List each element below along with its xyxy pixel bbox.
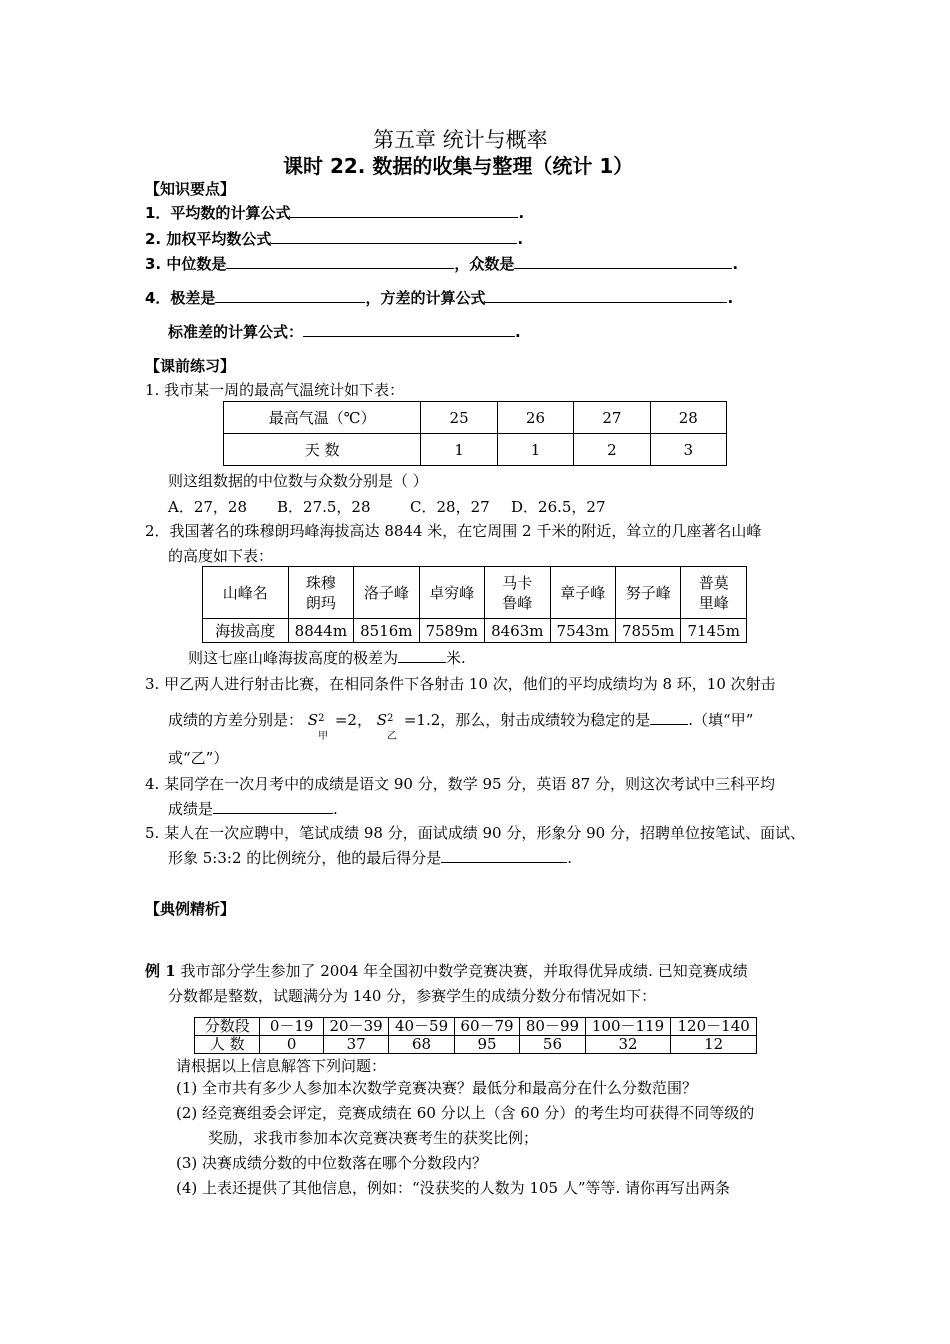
knowledge-item-4: 4．极差是 ，方差的计算公式 . bbox=[145, 289, 734, 307]
days-value: 3 bbox=[650, 434, 726, 466]
q4-line1: 4. 某同学在一次月考中的成绩是语文 90 分，数学 95 分，英语 87 分，则这次考试中三科平均 bbox=[145, 775, 775, 793]
days-value: 1 bbox=[497, 434, 573, 466]
q4-line2: 成绩是 . bbox=[168, 800, 338, 818]
mountain-name: 珠穆 朗玛 bbox=[288, 567, 353, 619]
chapter-title: 第五章 统计与概率 bbox=[373, 128, 548, 152]
knowledge-heading: 【知识要点】 bbox=[145, 180, 236, 198]
q2-answer: 则这七座山峰海拔高度的极差为 米. bbox=[188, 649, 466, 667]
q3-line3: 或“乙”） bbox=[168, 749, 229, 767]
q1-option-a: A．27，28 bbox=[168, 498, 248, 516]
mountain-height: 8844m bbox=[288, 619, 353, 643]
score-range: 40－59 bbox=[389, 1018, 454, 1036]
mountain-name: 洛子峰 bbox=[354, 567, 419, 619]
knowledge-item-1: 1．平均数的计算公式 . bbox=[145, 204, 525, 222]
ex1-question-2-cont: 奖励，求我市参加本次竞赛决赛考生的获奖比例； bbox=[208, 1129, 539, 1147]
mountain-height: 7855m bbox=[615, 619, 680, 643]
q1-question: 则这组数据的中位数与众数分别是（ ） bbox=[168, 472, 428, 490]
ex1-question-1: (1) 全市共有多少人参加本次数学竞赛决赛？最低分和最高分在什么分数范围？ bbox=[176, 1079, 698, 1097]
ex1-line1: 例 1 我市部分学生参加了 2004 年全国初中数学竞赛决赛，并取得优异成绩. 已知竞赛成绩 bbox=[145, 962, 748, 980]
score-row-label: 分数段 bbox=[195, 1018, 260, 1036]
days-value: 1 bbox=[421, 434, 497, 466]
mountain-name: 卓穷峰 bbox=[419, 567, 484, 619]
mountain-name: 努子峰 bbox=[615, 567, 680, 619]
q5-line2: 形象 5:3:2 的比例统分，他的最后得分是 . bbox=[168, 849, 573, 867]
days-value: 2 bbox=[574, 434, 650, 466]
ex1-question-2: (2) 经竞赛组委会评定，竞赛成绩在 60 分以上（含 60 分）的考生均可获得不同等级的 bbox=[176, 1104, 755, 1122]
score-range: 120－140 bbox=[671, 1018, 757, 1036]
q2-line2: 的高度如下表： bbox=[168, 547, 274, 565]
temperature-table bbox=[223, 401, 727, 466]
mountain-table bbox=[202, 566, 747, 643]
mountain-row-label: 山峰名 bbox=[203, 567, 289, 619]
mountain-height: 8463m bbox=[485, 619, 550, 643]
days-row-label: 天 数 bbox=[224, 434, 421, 466]
temp-header: 27 bbox=[574, 402, 650, 434]
ex1-line2: 分数都是整数，试题满分为 140 分，参赛学生的成绩分数分布情况如下： bbox=[168, 987, 657, 1005]
score-range: 20－39 bbox=[323, 1018, 388, 1036]
height-row-label: 海拔高度 bbox=[203, 619, 289, 643]
ex1-question-3: (3) 决赛成绩分数的中位数落在哪个分数段内？ bbox=[176, 1154, 488, 1172]
q3-line2: 成绩的方差分别是： S 2 甲 =2， S 2 乙 =1.2，那么，射击成绩较为稳定的是 .（填“甲” bbox=[168, 711, 754, 742]
knowledge-item-2: 2. 加权平均数公式 . bbox=[145, 230, 524, 248]
q1-text: 1. 我市某一周的最高气温统计如下表： bbox=[145, 381, 405, 399]
knowledge-item-5: 标准差的计算公式： . bbox=[168, 323, 521, 341]
mountain-name: 马卡 鲁峰 bbox=[485, 567, 550, 619]
q3-line1: 3. 甲乙两人进行射击比赛，在相同条件下各射击 10 次，他们的平均成绩均为 8 环，10 次射击 bbox=[145, 675, 776, 693]
score-count: 32 bbox=[585, 1036, 671, 1054]
count-row-label: 人 数 bbox=[195, 1036, 260, 1054]
score-table bbox=[194, 1017, 757, 1054]
score-range: 60－79 bbox=[454, 1018, 519, 1036]
score-count: 37 bbox=[323, 1036, 388, 1054]
lesson-title: 课时 22. 数据的收集与整理（统计 1） bbox=[283, 154, 634, 178]
temp-header: 28 bbox=[650, 402, 726, 434]
q5-line1: 5. 某人在一次应聘中，笔试成绩 98 分，面试成绩 90 分，形象分 90 分，招聘单位按笔试、面试、 bbox=[145, 824, 805, 842]
score-count: 0 bbox=[260, 1036, 323, 1054]
ex1-question-4: (4) 上表还提供了其他信息，例如：“没获奖的人数为 105 人”等等. 请你再写出两条 bbox=[176, 1179, 731, 1197]
temp-header: 26 bbox=[497, 402, 573, 434]
score-range: 0－19 bbox=[260, 1018, 323, 1036]
examples-heading: 【典例精析】 bbox=[145, 900, 236, 918]
mountain-height: 7589m bbox=[419, 619, 484, 643]
mountain-height: 7543m bbox=[550, 619, 615, 643]
score-count: 95 bbox=[454, 1036, 519, 1054]
q1-option-d: D．26.5，27 bbox=[511, 498, 606, 516]
q2-line1: 2．我国著名的珠穆朗玛峰海拔高达 8844 米，在它周围 2 千米的附近，耸立的几座著名山峰 bbox=[145, 522, 762, 540]
mountain-height: 8516m bbox=[354, 619, 419, 643]
ex1-prompt: 请根据以上信息解答下列问题： bbox=[176, 1057, 387, 1075]
practice-heading: 【课前练习】 bbox=[145, 357, 236, 375]
score-count: 56 bbox=[520, 1036, 585, 1054]
mountain-name: 普莫 里峰 bbox=[681, 567, 747, 619]
knowledge-item-3: 3. 中位数是 ，众数是 . bbox=[145, 255, 739, 273]
mountain-name: 章子峰 bbox=[550, 567, 615, 619]
q1-option-c: C．28，27 bbox=[410, 498, 490, 516]
score-range: 100－119 bbox=[585, 1018, 671, 1036]
temp-row-label: 最高气温（℃） bbox=[224, 402, 421, 434]
mountain-height: 7145m bbox=[681, 619, 747, 643]
score-count: 12 bbox=[671, 1036, 757, 1054]
q1-option-b: B．27.5，28 bbox=[277, 498, 371, 516]
temp-header: 25 bbox=[421, 402, 497, 434]
score-range: 80－99 bbox=[520, 1018, 585, 1036]
score-count: 68 bbox=[389, 1036, 454, 1054]
